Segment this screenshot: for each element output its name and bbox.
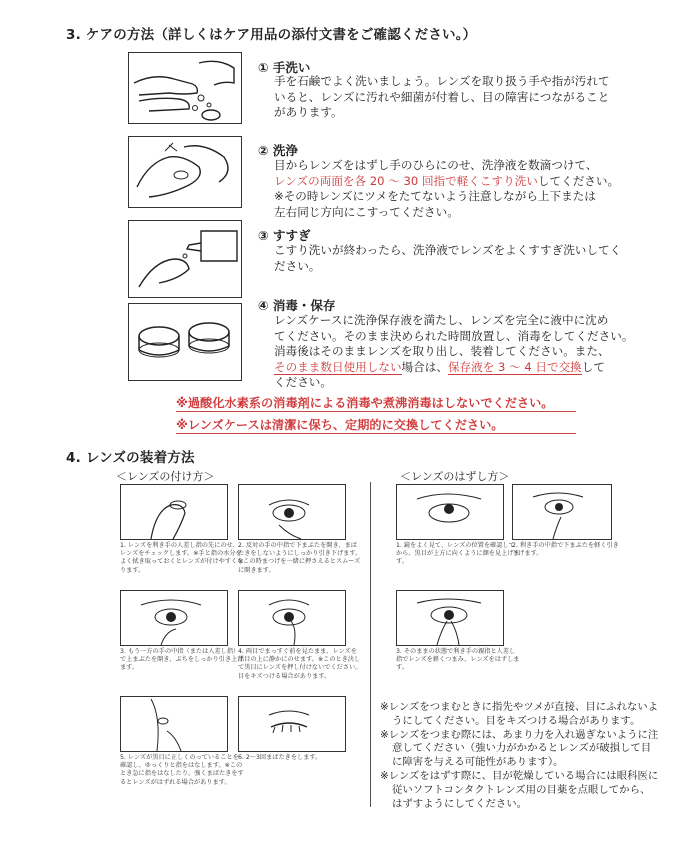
blink-eye-icon [239,697,345,751]
put-on-step3-caption: 3. もう一方の手の中指（または人差し指）で上まぶたを開き、ぶちをしっかり引き上げます。 [120,648,244,672]
storage-illustration [128,303,242,381]
step-handwash-title: ① 手洗い [258,60,311,75]
put-on-step6-illustration [238,696,346,752]
put-on-step4-illustration [238,590,346,646]
step-rinse-body [274,243,654,274]
handwash-icon [129,53,241,123]
warning-case: ※レンズケースは清潔に保ち、定期的に交換してください。 [176,418,504,432]
take-off-step3-caption: 3. そのままの状態で利き手の親指と人差し指でレンズを軽くつまみ、レンズをはずします。 [396,648,520,672]
take-off-notes [380,701,660,811]
rinse-illustration [128,220,242,298]
step-handwash-body [274,74,654,121]
take-off-note: ※レンズをつまむときに指先やツメが直接、目にふれないようにしてください。目をキズつける場合があります。 [380,701,659,727]
step-handwash-line: 手を石鹸でよく洗いましょう。レンズを取り扱う手や指が汚れて [274,74,610,88]
step-rinse-line: こすり洗いが終わったら、洗浄液でレンズをよくすすぎ洗いしてく [274,243,622,257]
take-off-step2-illustration [512,484,612,540]
put-on-step2-illustration [238,484,346,540]
warning-disinfect: ※過酸化水素系の消毒剤による消毒や煮沸消毒はしないでください。 [176,396,554,410]
take-off-heading: ＜レンズのはずし方＞ [400,470,510,483]
step-cleaning-body [274,158,654,220]
storage-emphasis-1: そのまま数日使用しない [274,359,402,374]
rinse-bottle-icon [129,221,241,297]
cleaning-illustration [128,136,242,208]
put-on-step6-caption: 6. 2～3回まばたきをします。 [238,754,322,761]
put-on-step5-illustration [120,696,228,752]
step-storage-line: 場合は、 [401,359,448,374]
lens-on-eye-icon [239,591,345,645]
step-storage-body [274,313,664,391]
step-cleaning-line: ※その時レンズにツメをたてないよう注意しながら上下または [274,189,596,204]
take-off-step3-illustration [396,590,504,646]
put-on-step5-caption: 5. レンズが黒目に正しくのっていることを確認し、ゆっくりと指をはなします。※このとき急に指をはなしたり、強くまばたきをするとレンズがはずれる場合があります。 [120,754,244,786]
column-divider [370,482,371,807]
hand-rub-icon [129,137,241,207]
step-cleaning-title: ② 洗浄 [258,143,298,158]
take-off-step1-caption: 1. 鏡をよく見て、レンズの位置を確認してから、黒目が上方に向くように顔を見上げます。 [396,542,520,566]
put-on-step4-caption: 4. 両目でまっすぐ前を見たまま、レンズを黒目の上に静かにのせます。※このとき決して黒目にレンズを押し付けないでください。目をキズつける場合があります。 [238,648,362,680]
pinch-lens-icon [397,591,503,645]
eye-look-up-icon [397,485,503,539]
put-on-step1-illustration [120,484,228,540]
warning-divider [176,433,576,434]
eye-lid-pull-icon [239,485,345,539]
step-storage-line: 消毒後はそのままレンズを取り出し、装着してください。また、 [274,344,610,359]
step-storage-line: して [581,359,605,374]
section4-title: 4. レンズの装着方法 [66,450,195,466]
cleaning-emphasis: レンズの両面を各 20 ～ 30 回指で軽くこすり洗い [274,173,538,188]
put-on-step3-illustration [120,590,228,646]
handwash-illustration [128,52,242,124]
take-off-note: ※レンズをつまむ際には、あまり力を入れ過ぎないように注意してください（強い力がかかるとレンズが破損して目に障害を与える可能性があります）。 [380,728,659,769]
eye-open-icon [121,591,227,645]
storage-emphasis-2: 保存液を 3 ～ 4 日で交換 [447,359,582,374]
step-handwash-line: があります。 [274,105,343,120]
step-cleaning-line: してください。 [537,173,620,188]
put-on-step1-caption: 1. レンズを利き手の人差し指の先にのせ、レンズをチェックします。※手と指の水分をよく拭き取っておくとレンズが付けやすくなります。 [120,542,244,574]
step-cleaning-line: 左右同じ方向にこすってください。 [274,204,459,219]
section3-title: 3. ケアの方法（詳しくはケア用品の添付文書をご確認ください。） [66,27,477,43]
lens-case-icon [129,304,241,380]
take-off-step1-illustration [396,484,504,540]
step-handwash-line: いると、レンズに汚れや細菌が付着し、目の障害につながること [274,89,610,104]
finger-lens-icon [121,485,227,539]
lower-lid-pull-icon [513,485,611,539]
step-rinse-title: ③ すすぎ [258,228,311,243]
put-on-step2-caption: 2. 反対の手の中指で下まぶたを開き、まばたきをしないようにしっかり引き下げます。※この時まつげを一緒に押さえるとスムーズに開きます。 [238,542,362,574]
step-storage-line: ください。 [274,375,332,390]
profile-eye-icon [121,697,227,751]
step-rinse-line: ださい。 [274,258,321,273]
take-off-step2-caption: 2. 利き手の中指で下まぶたを軽く引き下げます。 [512,542,619,558]
warning-divider [176,411,576,412]
step-storage-title: ④ 消毒・保存 [258,298,336,313]
step-storage-line: レンズケースに洗浄保存液を満たし、レンズを完全に液中に沈め [274,313,609,327]
step-storage-line: てください。そのまま決められた時間放置し、消毒をしてください。 [274,328,634,343]
put-on-heading: ＜レンズの付け方＞ [116,470,215,483]
step-cleaning-line: 目からレンズをはずし手のひらにのせ、洗浄液を数滴つけて、 [274,158,598,172]
take-off-note: ※レンズをはずす際に、目が乾燥している場合には眼科医に従いソフトコンタクトレンズ用の目薬を点眼してから、はずすようにしてください。 [380,769,659,810]
